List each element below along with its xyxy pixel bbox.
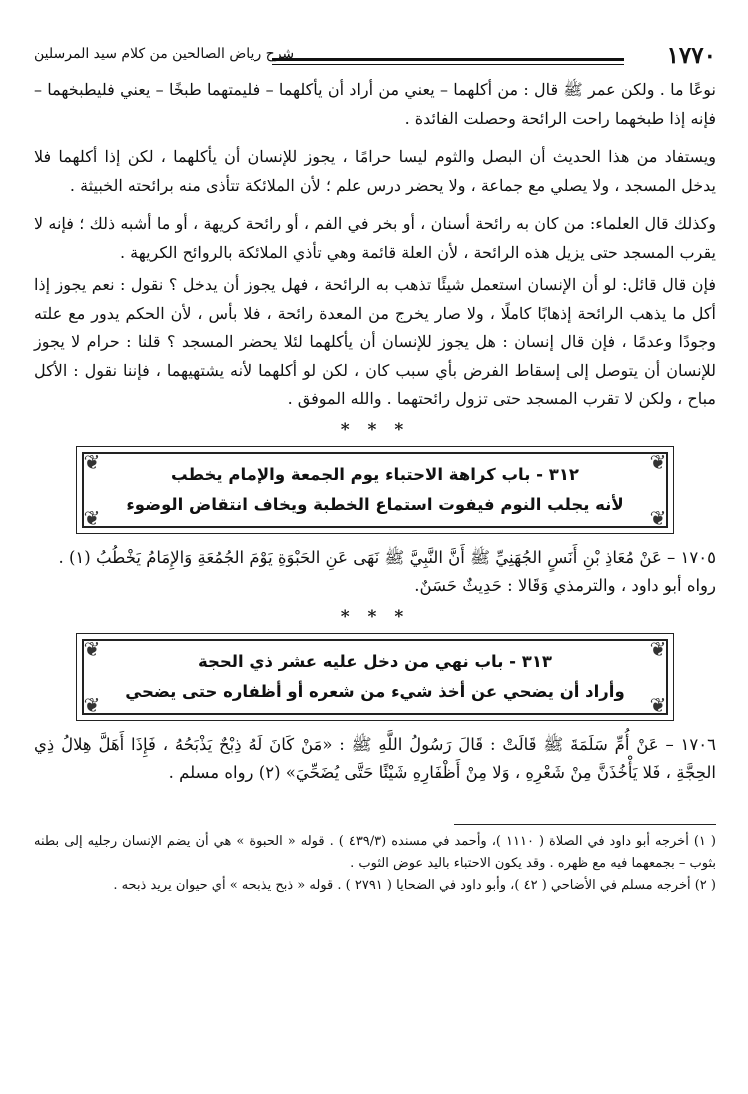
corner-ornament-icon: ❦	[83, 692, 101, 717]
paragraph-3: وكذلك قال العلماء: من كان به رائحة أسنان ، أو بخر في الفم ، أو رائحة كريهة ، أو ما أشبه ذلك ؛ فإنه لا يقرب المسجد حتى يزيل هذه الرائحة ، لأن العلة قائمة وهي تأذي الملائكة بالروائح الكريهة .	[34, 214, 716, 262]
paragraph-1: نوعًا ما . ولكن عمر ﷺ قال : من أكلهما – يعني من أراد أن يأكلهما – فليمتهما طبخًا – يعني فليطبخهما – فإنه إذا طبخهما راحت الرائحة وحصلت الفائدة .	[34, 80, 716, 128]
hadith-1706: ١٧٠٦ – عَنْ أُمِّ سَلَمَةَ ﷺ قَالَتْ : قَالَ رَسُولُ اللَّهِ ﷺ : «مَنْ كَانَ لَهُ ذِبْحٌ يَذْبَحُهُ ، فَإِذَا أَهَلَّ هِلالُ ذِي الحِجَّةِ ، فَلا يَأْخُذَنَّ مِنْ شَعْرِهِ ، وَلا مِنْ أَظْفَارِهِ شَيْئًا حَتَّى يُضَحِّيَ» (٢) رواه مسلم .	[34, 734, 716, 782]
chapter-heading-313	[76, 633, 674, 721]
corner-ornament-icon: ❦	[83, 449, 101, 474]
book-page	[34, 36, 716, 1066]
chapter-title: ٣١٣ - باب نهي من دخل عليه عشر ذي الحجة	[198, 651, 552, 671]
section-separator: * * *	[340, 606, 410, 627]
corner-ornament-icon: ❦	[83, 636, 101, 661]
page-header	[34, 36, 716, 76]
footnote-2: ( ٢) أخرجه مسلم في الأضاحي ( ٤٢ )، وأبو داود في الضحايا ( ٢٧٩١ ) . قوله « ذبح يذبحه » أي حيوان يريد ذبحه .	[113, 877, 716, 893]
corner-ornament-icon: ❦	[649, 505, 667, 530]
footnote-1: ( ١) أخرجه أبو داود في الصلاة ( ١١١٠ )، وأحمد في مسنده (٤٣٩/٣ ) . قوله « الحبوة » هي أن يضم الإنسان رجليه إلى بطنه بثوب – بجمعهما فيه مع ظهره . وقد يكون الاحتباء باليد عوض الثوب .	[34, 833, 716, 871]
section-separator: * * *	[340, 419, 410, 440]
corner-ornament-icon: ❦	[649, 692, 667, 717]
corner-ornament-icon: ❦	[649, 449, 667, 474]
chapter-subtitle: لأنه يجلب النوم فيفوت استماع الخطبة ويخاف انتقاض الوضوء	[126, 494, 624, 514]
page-number: ١٧٧٠	[666, 42, 716, 69]
chapter-title: ٣١٢ - باب كراهة الاحتباء يوم الجمعة والإمام يخطب	[171, 464, 579, 484]
paragraph-4: فإن قال قائل: لو أن الإنسان استعمل شيئًا تذهب به الرائحة ، فهل يجوز أن يدخل ؟ نقول : نعم يجوز إذا أكل ما يذهب الرائحة إذهابًا كاملًا ، ولا صار يخرج من المعدة رائحة ، فلا بأس ، لأن الحكم يدور مع علته وجودًا وعدمًا ، فإن قال إنسان : هل يجوز للإنسان أن يأكلهما لئلا يحضر المسجد ؟ قلنا : حرام لا يجوز للإنسان أن يتوصل إلى إسقاط الفرض بأي سبب كان ، لكن لو أكلهما لأنه يشتهيهما ، فإننا نقول : الأكل مباح ، ولكن لا تقرب المسجد حتى تزول رائحتهما . والله الموفق .	[34, 275, 717, 408]
footnote-rule	[454, 824, 716, 825]
header-rule	[272, 58, 624, 61]
running-title: شرح رياض الصالحين من كلام سيد المرسلين	[34, 46, 295, 62]
chapter-subtitle: وأراد أن يضحي عن أخذ شيء من شعره أو أظفاره حتى يضحي	[125, 681, 625, 701]
corner-ornament-icon: ❦	[83, 505, 101, 530]
corner-ornament-icon: ❦	[649, 636, 667, 661]
hadith-1705-source: رواه أبو داود ، والترمذي وَقَالا : حَدِيثٌ حَسَنٌ.	[414, 576, 716, 595]
hadith-1705: ١٧٠٥ – عَنْ مُعَاذِ بْنِ أَنَسٍ الجُهَنِيِّ ﷺ أَنَّ النَّبِيَّ ﷺ نَهَى عَنِ الحَبْوَةِ يَوْمَ الجُمُعَةِ وَالإِمَامُ يَخْطُبُ (١) .	[58, 547, 716, 567]
chapter-heading-312	[76, 446, 674, 534]
paragraph-2: ويستفاد من هذا الحديث أن البصل والثوم ليسا حرامًا ، يجوز للإنسان أن يأكلهما ، لكن إذا أكلهما فلا يدخل المسجد ، ولا يصلي مع جماعة ، ولا يحضر درس علم ؛ لأن الملائكة تتأذى منه برائحته الخبيثة .	[34, 147, 716, 195]
